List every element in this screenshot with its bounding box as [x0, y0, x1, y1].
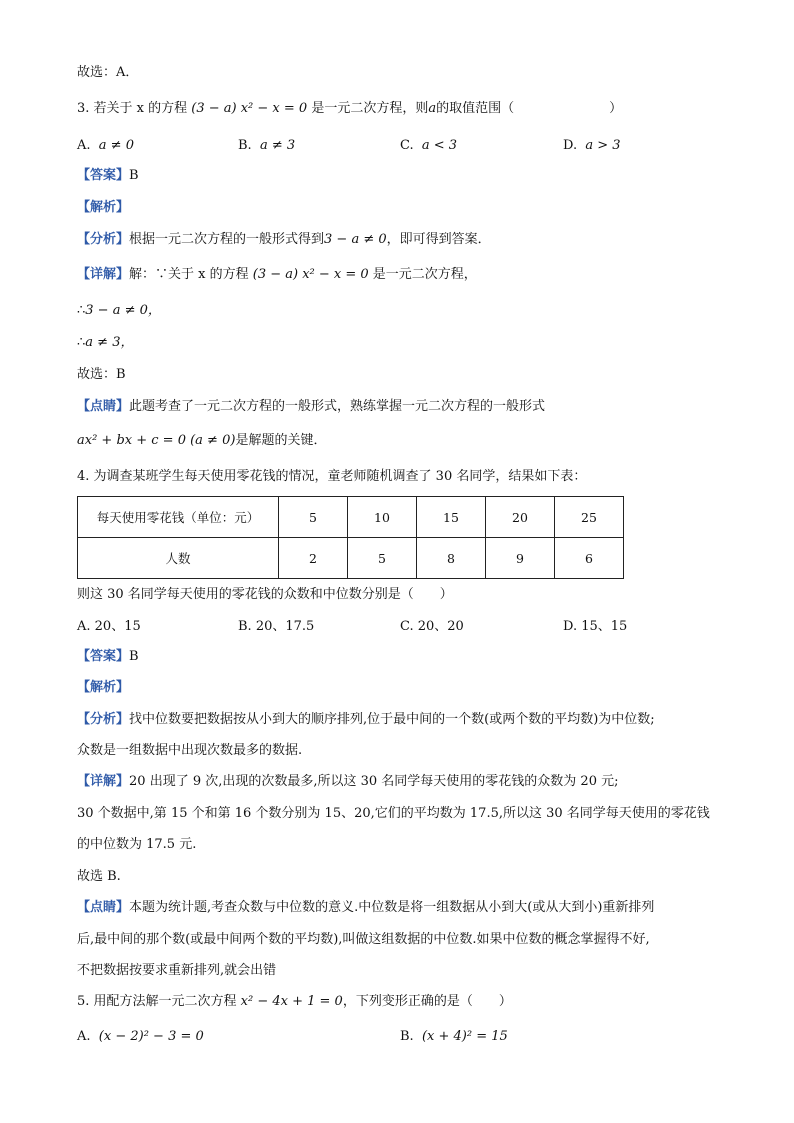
- q4-option-a[interactable]: A. 20、15: [77, 619, 141, 634]
- q4-analysis-cont: 众数是一组数据中出现次数最多的数据.: [77, 743, 303, 758]
- q4-detail-cont: 30 个数据中,第 15 个和第 16 个数分别为 15、20,它们的平均数为 17.5,所以这 30 名同学每天使用的零花钱: [77, 806, 710, 821]
- q3-comment-cont: ax² + bx + c = 0 (a ≠ 0)是解题的关键．: [77, 433, 327, 448]
- q4-comment: 【点睛】本题为统计题,考查众数与中位数的意义.中位数是将一组数据从小到大(或从大到小)重新排列: [77, 900, 655, 915]
- table-row: [78, 538, 624, 579]
- q5-option-a[interactable]: A. (x − 2)² − 3 = 0: [77, 1029, 204, 1044]
- table-cell: 9: [486, 538, 555, 579]
- q3-choose: 故选：B: [77, 367, 126, 382]
- question-5-stem: 5. 用配方法解一元二次方程 x² − 4x + 1 = 0，下列变形正确的是（ ）: [77, 994, 512, 1009]
- question-3-stem: 3. 若关于 x 的方程 (3 − a) x² − x = 0 是一元二次方程，则a的取值范围（ ）: [77, 101, 623, 116]
- q4-comment-cont-2: 不把数据按要求重新排列,就会出错: [77, 963, 277, 978]
- question-4-question: 则这 30 名同学每天使用的零花钱的众数和中位数分别是（ ）: [77, 587, 453, 602]
- table-cell: 20: [486, 497, 555, 538]
- q4-option-d[interactable]: D. 15、15: [563, 619, 628, 634]
- q3-option-d[interactable]: D. a > 3: [563, 138, 621, 153]
- q3-step-1: ∴3 − a ≠ 0，: [77, 303, 161, 318]
- q4-choose: 故选 B.: [77, 869, 121, 884]
- previous-answer: 故选：A．: [77, 65, 139, 80]
- q4-option-c[interactable]: C. 20、20: [400, 619, 464, 634]
- q3-analysis-heading: 【解析】: [77, 200, 130, 215]
- q4-analysis-heading: 【解析】: [77, 680, 130, 695]
- q3-step-2: ∴a ≠ 3，: [77, 335, 134, 350]
- q4-answer: 【答案】B: [77, 649, 139, 664]
- table-cell: 10: [348, 497, 417, 538]
- q3-analysis: 【分析】根据一元二次方程的一般形式得到3 − a ≠ 0，即可得到答案．: [77, 232, 491, 247]
- q3-answer: 【答案】B: [77, 168, 139, 183]
- q3-detail: 【详解】解：∵关于 x 的方程 (3 − a) x² − x = 0 是一元二次方程，: [77, 267, 477, 282]
- q5-option-b[interactable]: B. (x + 4)² = 15: [400, 1029, 508, 1044]
- table-cell: 5: [279, 497, 348, 538]
- table-cell: 5: [348, 538, 417, 579]
- table-cell: 8: [417, 538, 486, 579]
- table-cell: 15: [417, 497, 486, 538]
- table-cell: 6: [555, 538, 624, 579]
- q3-option-c[interactable]: C. a < 3: [400, 138, 458, 153]
- question-4-stem: 4. 为调查某班学生每天使用零花钱的情况，童老师随机调查了 30 名同学，结果如下表：: [77, 469, 587, 484]
- q4-option-b[interactable]: B. 20、17.5: [238, 619, 315, 634]
- q3-comment: 【点睛】此题考查了一元二次方程的一般形式，熟练掌握一元二次方程的一般形式: [77, 399, 546, 414]
- pocket-money-table: [77, 496, 624, 579]
- table-cell: 25: [555, 497, 624, 538]
- q4-analysis: 【分析】找中位数要把数据按从小到大的顺序排列,位于最中间的一个数(或两个数的平均数)为中位数;: [77, 712, 655, 727]
- q3-option-a[interactable]: A. a ≠ 0: [77, 138, 134, 153]
- q3-option-b[interactable]: B. a ≠ 3: [238, 138, 296, 153]
- table-header-cell: 每天使用零花钱（单位：元）: [78, 497, 279, 538]
- q4-detail-cont-2: 的中位数为 17.5 元.: [77, 837, 197, 852]
- q4-detail: 【详解】20 出现了 9 次,出现的次数最多,所以这 30 名同学每天使用的零花钱的众数为 20 元;: [77, 774, 619, 789]
- table-row: [78, 497, 624, 538]
- table-cell: 2: [279, 538, 348, 579]
- q4-comment-cont: 后,最中间的那个数(或最中间两个数的平均数),叫做这组数据的中位数.如果中位数的概念掌握得不好,: [77, 932, 650, 947]
- table-header-cell: 人数: [78, 538, 279, 579]
